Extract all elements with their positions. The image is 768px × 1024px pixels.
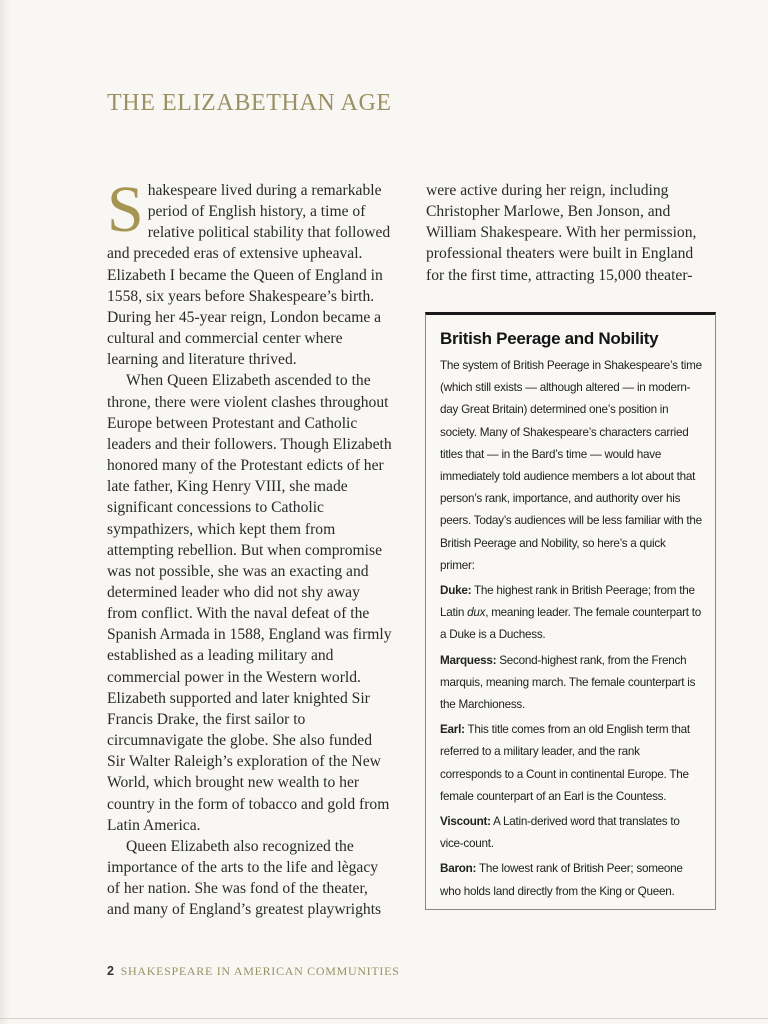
entry-definition: The lowest rank of British Peer; someone who holds land directly from the King or Queen. [440, 862, 683, 898]
article-paragraph-1 [107, 173, 393, 370]
article-left-column [107, 173, 393, 920]
sidebar-entry-baron [440, 858, 703, 902]
sidebar-intro: The system of British Peerage in Shakespeare’s time (which still exists — although altered — in modern-day Great Britain) determined one’s position in society. Many of Shakespeare’s characters carried titles that — in the Bard’s time — would have immediately told audience members a lot about that person’s rank, importance, and authority over his peers. Today’s audiences will be less familiar with the British Peerage and Nobility, so here’s a quick primer: [440, 359, 702, 572]
running-title: SHAKESPEARE IN AMERICAN COMMUNITIES [120, 964, 400, 978]
paragraph-1-text: hakespeare lived during a remarkable period of English history, a time of relative political stability that followed and preceded eras of extensive upheaval. Elizabeth I became the Queen of England in 1558, six years before Shakespeare’s birth. During her 45-year reign, London became a cultural and commercial center where learning and literature thrived. [107, 182, 391, 369]
article-paragraph-2: When Queen Elizabeth ascended to the throne, there were violent clashes throughout Europe between Protestant and Catholic leaders and their followers. Though Elizabeth honored many of the Protestant edicts of her late father, King Henry VIII, she made significant concessions to Catholic sympathizers, which kept them from attempting rebellion. But when compromise was not possible, she was an exacting and determined leader who did not shy away from conflict. With the naval defeat of the Spanish Armada in 1588, England was firmly established as a leading military and commercial power in the Western world. Elizabeth supported and later knighted Sir Francis Drake, the first sailor to circumnavigate the globe. She also funded Sir Walter Raleigh’s exploration of the New World, which brought new wealth to her country in the form of tobacco and gold from Latin America. [107, 372, 392, 834]
entry-definition-italic: dux [467, 606, 486, 620]
page-title: THE ELIZABETHAN AGE [107, 90, 392, 116]
page-footer [107, 964, 400, 979]
entry-term: Marquess: [440, 653, 497, 667]
entry-term: Baron: [440, 862, 477, 876]
bottom-divider [0, 1018, 768, 1019]
page-edge [0, 0, 10, 1024]
page-number: 2 [107, 964, 115, 978]
sidebar-entry-duke [440, 580, 703, 647]
entry-definition: The highest rank in British Peerage; from the Latin [440, 584, 695, 620]
entry-term: Duke: [440, 584, 472, 598]
sidebar-entry-earl [440, 719, 703, 808]
drop-cap: S [107, 173, 144, 246]
peerage-sidebar [425, 312, 716, 910]
sidebar-entry-viscount [440, 811, 703, 855]
entry-definition: Second-highest rank, from the French marquis, meaning march. The female counterpart is the Marchioness. [440, 653, 696, 712]
entry-term: Viscount: [440, 815, 491, 829]
entry-definition: , meaning leader. The female counterpart to a Duke is a Duchess. [440, 606, 701, 642]
entry-definition: A Latin-derived word that translates to vice-count. [440, 815, 680, 851]
article-paragraph-3: Queen Elizabeth also recognized the importance of the arts to the life and lègacy of her nation. She was fond of the theater, and many of England’s greatest playwrights [107, 837, 382, 919]
entry-term: Earl: [440, 723, 465, 737]
sidebar-entry-marquess [440, 650, 703, 717]
article-paragraph-3-continued: were active during her reign, including Christopher Marlowe, Ben Jonson, and William Shakespeare. With her permission, professional theaters were built in England for the first time, attracting 15,000 theater- [426, 182, 697, 284]
sidebar-title: British Peerage and Nobility [440, 329, 659, 348]
entry-definition: This title comes from an old English term that referred to a military leader, and the rank corresponds to a Count in continental Europe. The female counterpart of an Earl is the Countess. [440, 723, 690, 803]
